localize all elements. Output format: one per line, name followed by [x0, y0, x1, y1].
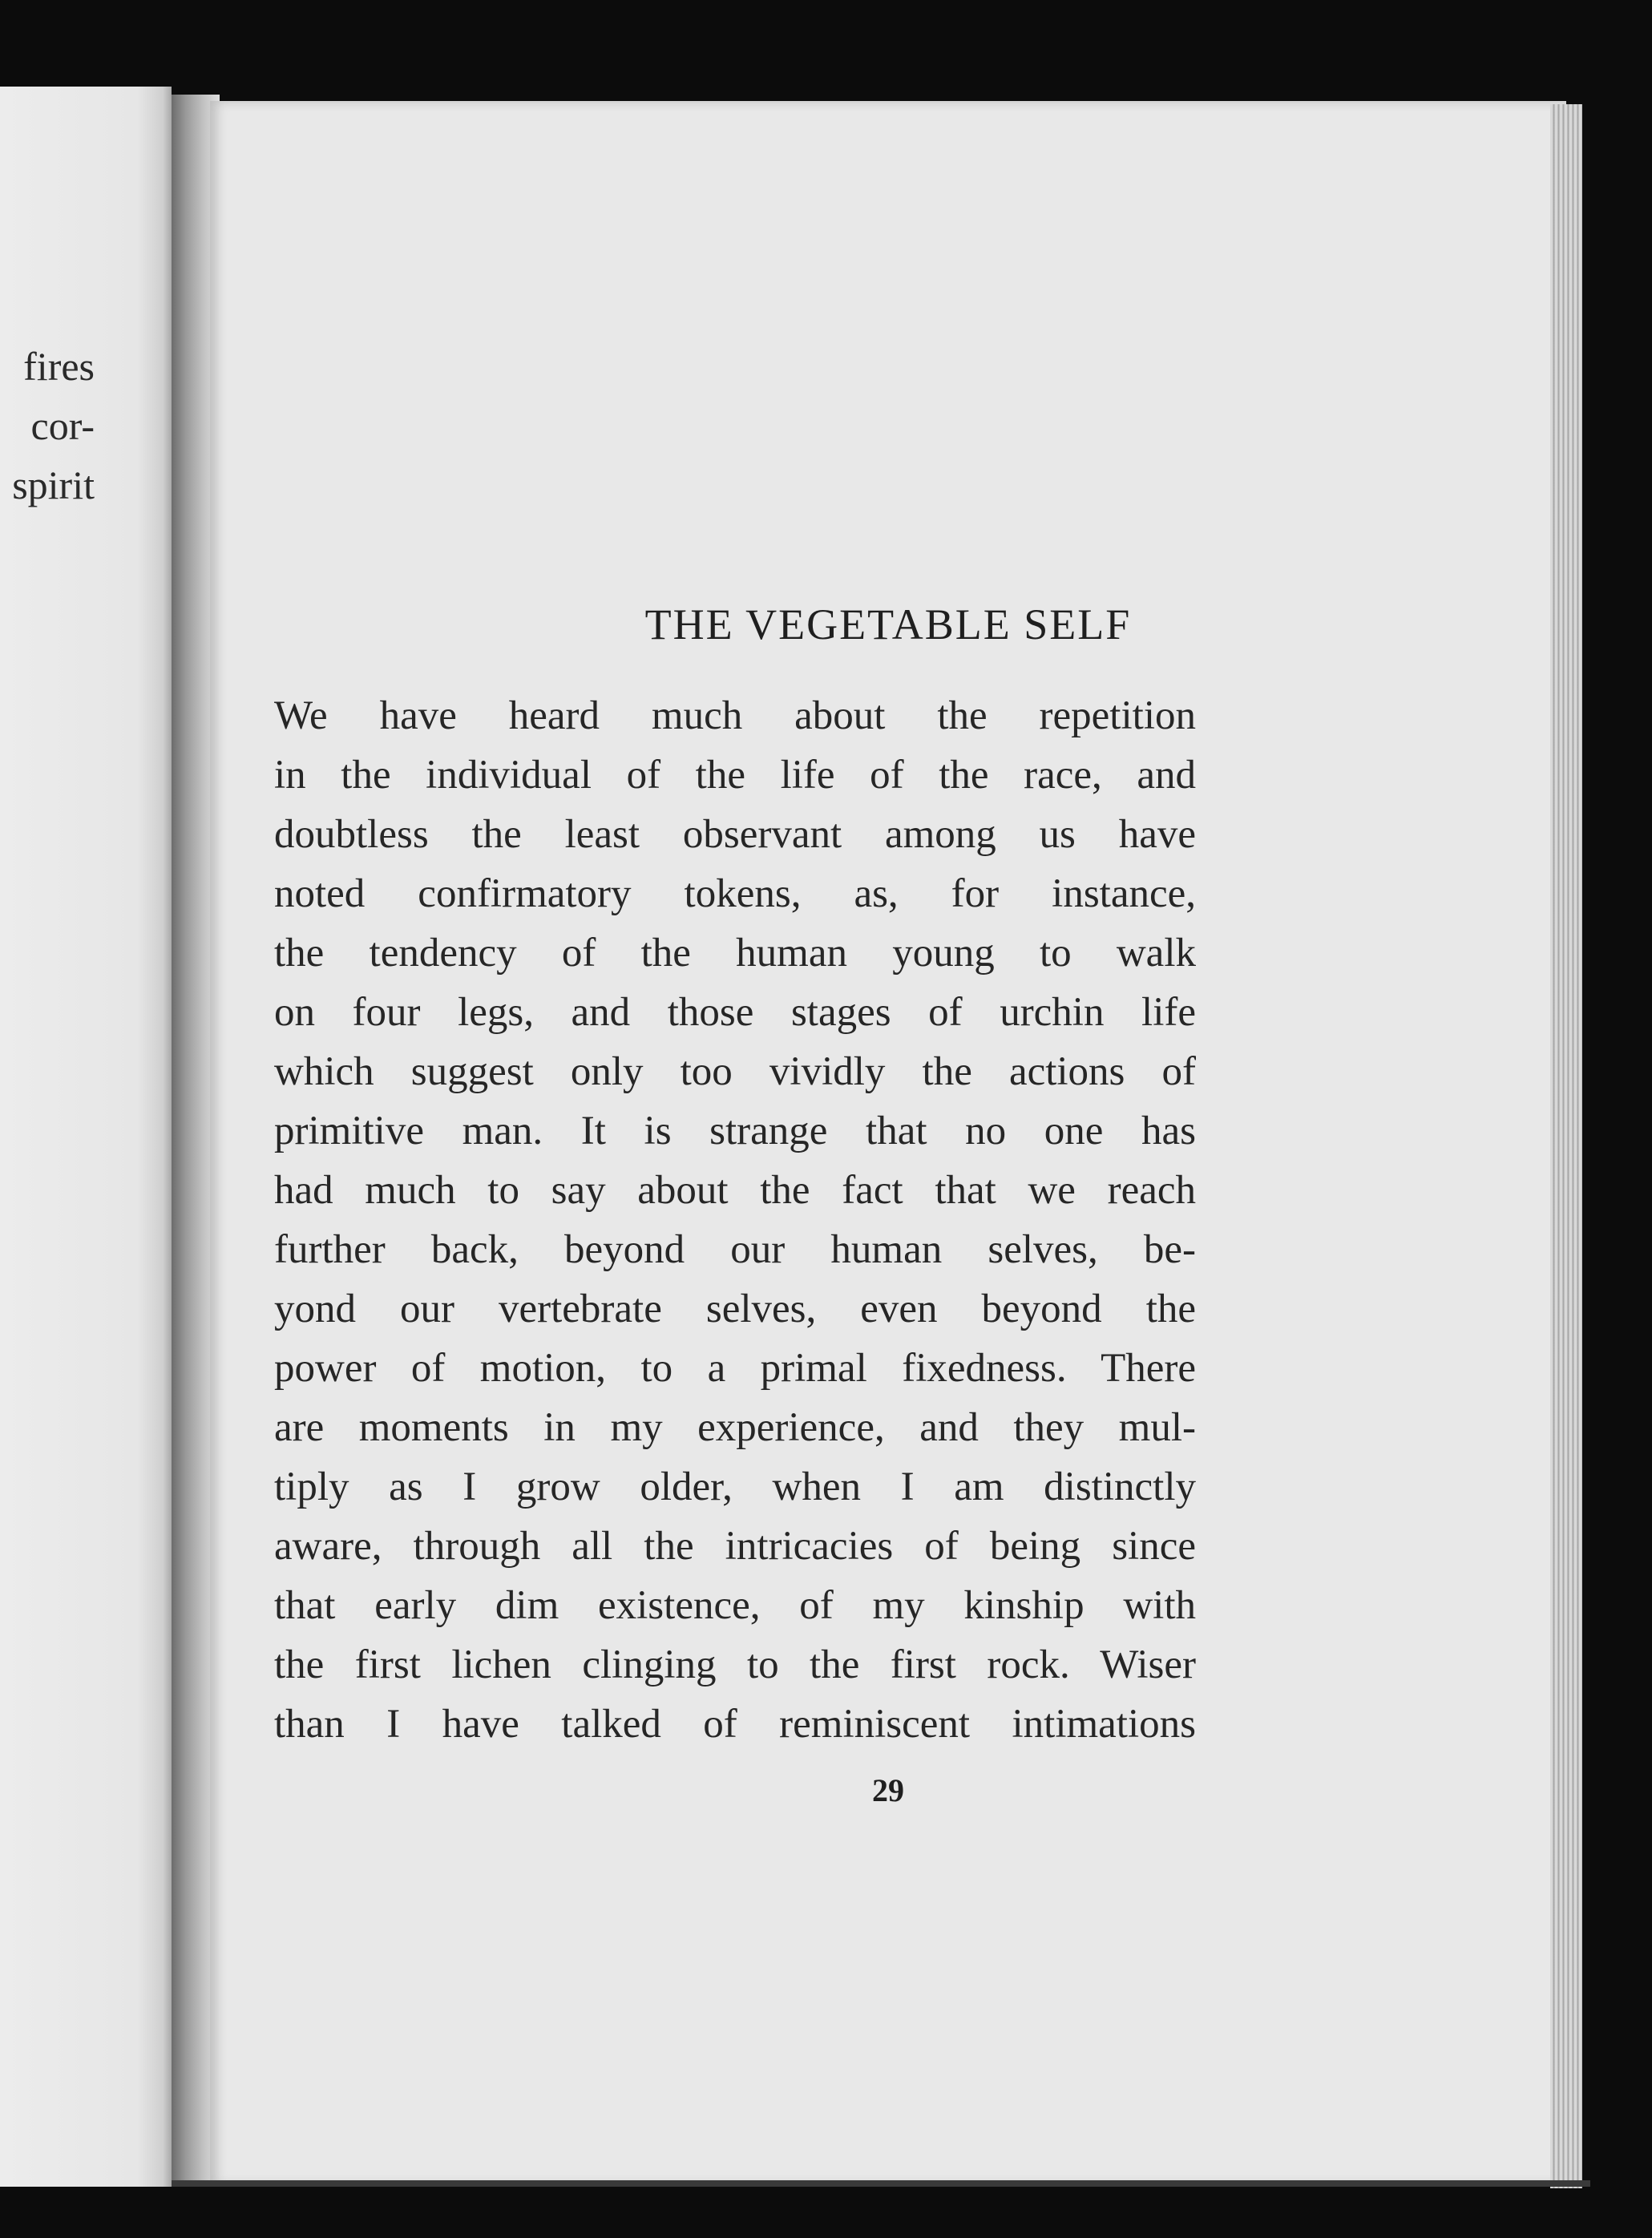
text-line: yond our vertebrate selves, even beyond the — [274, 1287, 1196, 1331]
text-line: in the individual of the life of the race, and — [274, 753, 1196, 798]
text-line: doubtless the least observant among us have — [274, 812, 1196, 857]
previous-page-fragment: spirit — [12, 463, 95, 507]
text-line: tiply as I grow older, when I am distinctly — [274, 1464, 1196, 1509]
text-line: the tendency of the human young to walk — [274, 931, 1196, 976]
text-line: had much to say about the fact that we reach — [274, 1168, 1196, 1213]
page-edges — [1550, 104, 1582, 2188]
chapter-title: THE VEGETABLE SELF — [644, 600, 1132, 648]
page-number: 29 — [872, 1772, 904, 1808]
text-line: We have heard much about the repetition — [274, 693, 1196, 738]
text-line: which suggest only too vividly the actions of — [274, 1049, 1196, 1094]
text-line: the first lichen clinging to the first rock. Wiser — [274, 1642, 1196, 1687]
text-line: aware, through all the intricacies of being since — [274, 1524, 1196, 1569]
body-text — [274, 686, 1196, 1754]
previous-page — [0, 87, 172, 2187]
page-bottom-edge — [172, 2180, 1590, 2187]
text-line: are moments in my experience, and they mul- — [274, 1405, 1196, 1450]
previous-page-fragment: fires — [23, 344, 95, 389]
text-line: than I have talked of reminiscent intimations — [274, 1702, 1196, 1747]
previous-page-fragment: cor- — [30, 403, 95, 448]
text-line: power of motion, to a primal fixedness. There — [274, 1346, 1196, 1391]
text-line: further back, beyond our human selves, be- — [274, 1227, 1196, 1272]
text-line: on four legs, and those stages of urchin life — [274, 990, 1196, 1035]
text-line: primitive man. It is strange that no one has — [274, 1109, 1196, 1153]
text-line: noted confirmatory tokens, as, for instance, — [274, 871, 1196, 916]
text-line: that early dim existence, of my kinship with — [274, 1583, 1196, 1628]
